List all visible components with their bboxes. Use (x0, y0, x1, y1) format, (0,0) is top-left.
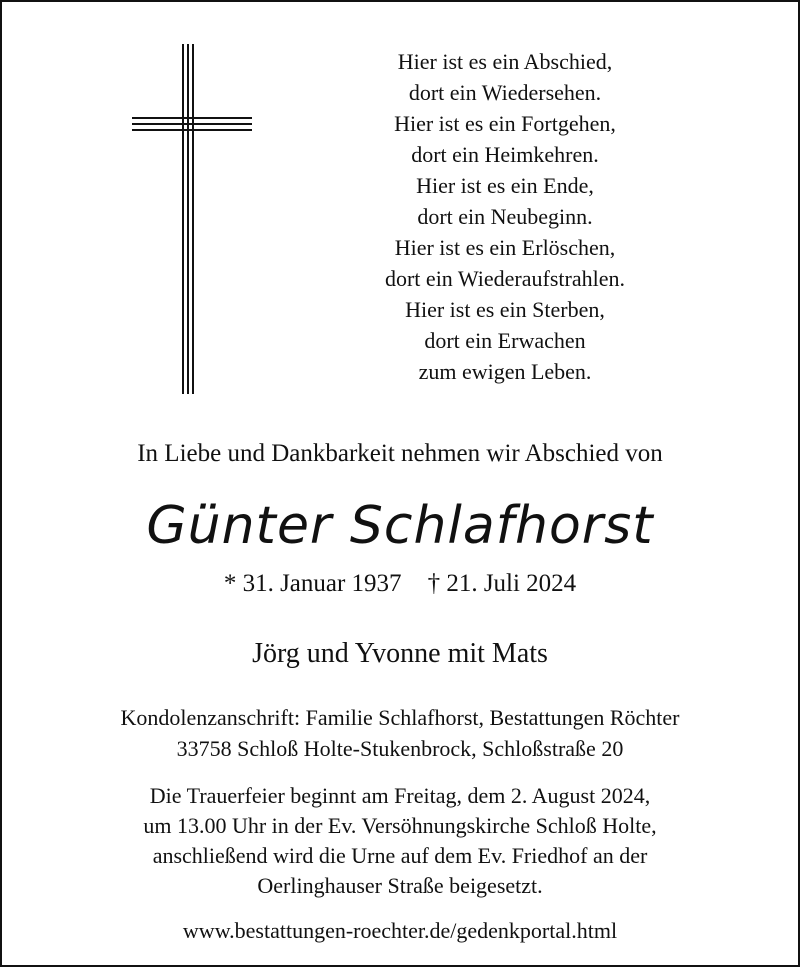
condolence-line: 33758 Schloß Holte-Stukenbrock, Schloßstraße 20 (176, 736, 624, 761)
condolence-line: Kondolenzanschrift: Familie Schlafhorst, Bestattungen Röchter (120, 705, 680, 730)
death-date: † 21. Juli 2024 (427, 570, 577, 597)
poem-line: Hier ist es ein Abschied, (397, 49, 613, 74)
intro-text: In Liebe und Dankbarkeit nehmen wir Abschied von (137, 440, 663, 467)
cross-icon (130, 44, 254, 394)
poem-line: dort ein Neubeginn. (417, 204, 593, 229)
poem-line: Hier ist es ein Sterben, (405, 297, 605, 322)
poem-line: dort ein Wiedersehen. (408, 80, 602, 105)
ceremony-line: Die Trauerfeier beginnt am Freitag, dem 2. August 2024, (149, 783, 651, 808)
family-names: Jörg und Yvonne mit Mats (252, 638, 548, 669)
birth-date: * 31. Januar 1937 (223, 570, 402, 597)
poem-line: dort ein Erwachen (424, 328, 586, 353)
website (0, 916, 800, 946)
poem-line: Hier ist es ein Erlöschen, (394, 235, 616, 260)
ceremony-line: um 13.00 Uhr in der Ev. Versöhnungskirche Schloß Holte, (143, 813, 657, 838)
poem-line: dort ein Wiederaufstrahlen. (384, 266, 625, 291)
poem (335, 46, 675, 387)
ceremony-line: Oerlinghauser Straße beigesetzt. (257, 873, 543, 898)
poem-line: zum ewigen Leben. (418, 359, 592, 384)
deceased-name: Günter Schlafhorst (146, 496, 654, 556)
condolence-address (0, 702, 800, 764)
life-dates (0, 568, 800, 600)
poem-line: Hier ist es ein Fortgehen, (394, 111, 616, 136)
poem-line: Hier ist es ein Ende, (416, 173, 594, 198)
ceremony-line: anschließend wird die Urne auf dem Ev. Friedhof an der (152, 843, 648, 868)
website-link[interactable]: www.bestattungen-roechter.de/gedenkportal.html (182, 918, 618, 943)
ceremony-info (0, 781, 800, 901)
poem-line: dort ein Heimkehren. (411, 142, 599, 167)
